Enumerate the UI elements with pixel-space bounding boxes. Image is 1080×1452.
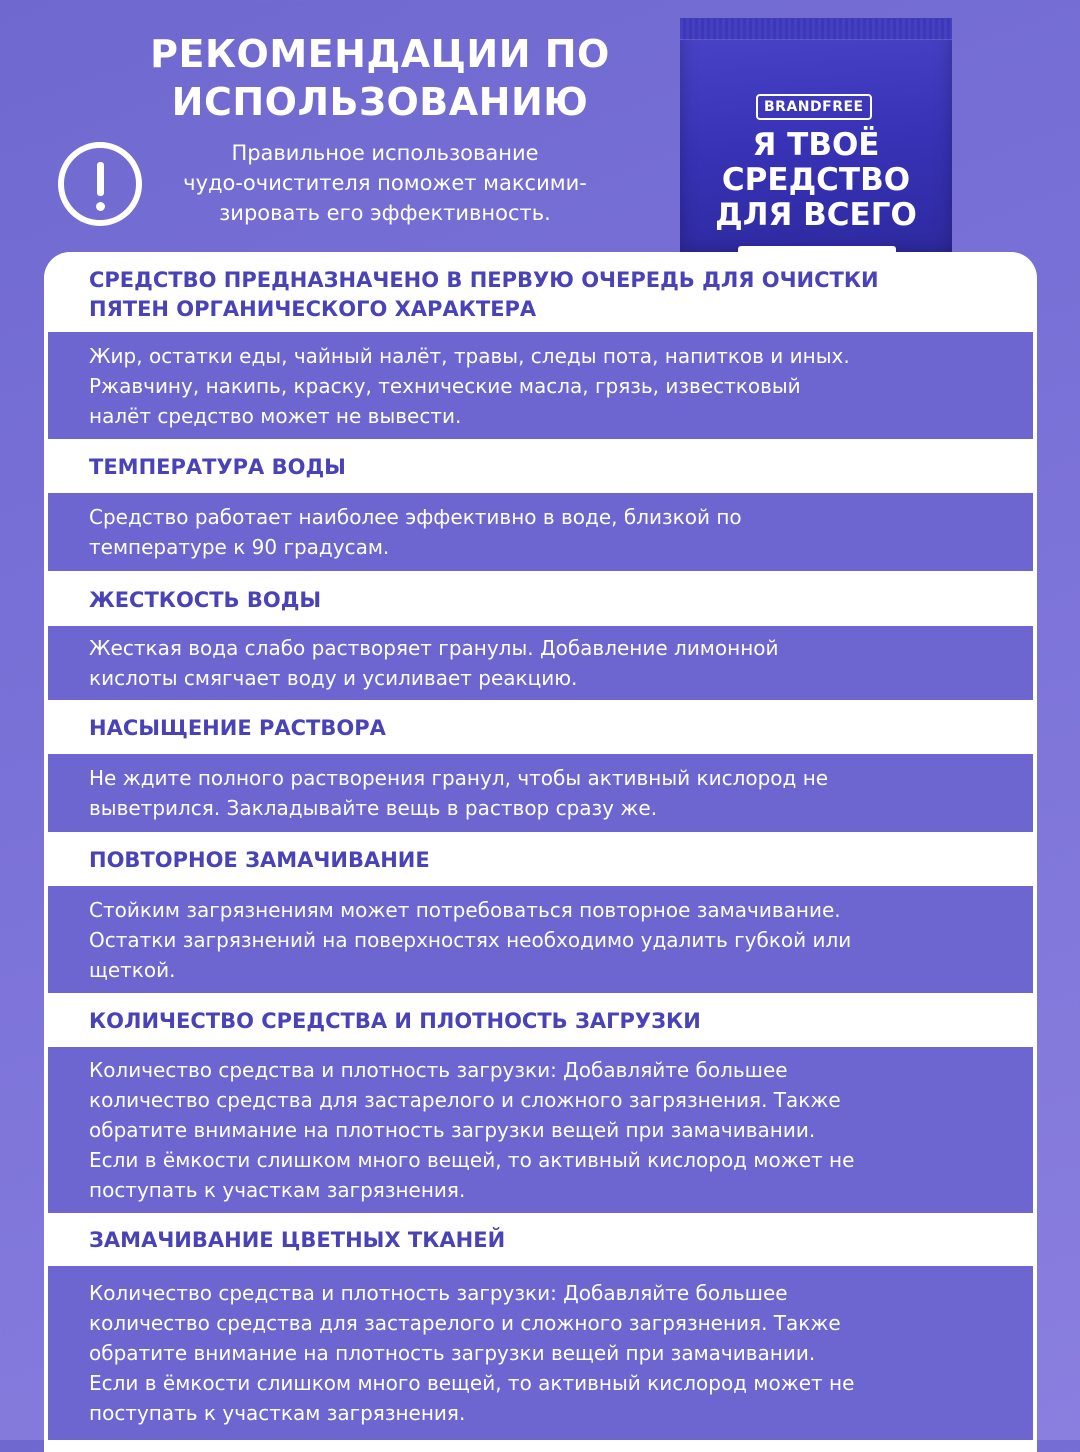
- section-title: [89, 266, 989, 324]
- section-title-line: ПОВТОРНОЕ ЗАМАЧИВАНИЕ: [89, 848, 430, 872]
- page-title-line: ИСПОЛЬЗОВАНИЮ: [171, 80, 589, 124]
- subtitle-line: Правильное использование: [231, 141, 539, 165]
- subtitle-line: чудо-очистителя поможет максими-: [183, 171, 587, 195]
- section-body: [48, 886, 1033, 993]
- section-title-line: ТЕМПЕРАТУРА ВОДЫ: [89, 455, 346, 479]
- section-body: [48, 626, 1033, 700]
- section-title-line: НАСЫЩЕНИЕ РАСТВОРА: [89, 716, 386, 740]
- product-package: [680, 18, 952, 252]
- section-title-line: ЗАМАЧИВАНИЕ ЦВЕТНЫХ ТКАНЕЙ: [89, 1228, 506, 1252]
- section-body-line: поступать к участкам загрязнения.: [89, 1401, 466, 1425]
- section-title-line: ПЯТЕН ОРГАНИЧЕСКОГО ХАРАКТЕРА: [89, 297, 537, 321]
- header: [0, 0, 1080, 252]
- section-body: [48, 1266, 1033, 1440]
- section-body-line: обратите внимание на плотность загрузки вещей при замачивании.: [89, 1118, 816, 1142]
- section-title-line: СРЕДСТВО ПРЕДНАЗНАЧЕНО В ПЕРВУЮ ОЧЕРЕДЬ ДЛЯ ОЧИСТКИ: [89, 268, 879, 292]
- section-body-line: Жесткая вода слабо растворяет гранулы. Добавление лимонной: [89, 636, 779, 660]
- exclamation-bar: [97, 162, 104, 196]
- section-body-line: Остатки загрязнений на поверхностях необходимо удалить губкой или: [89, 927, 852, 952]
- section-title: [89, 846, 989, 875]
- section-body-line: выветрился. Закладывайте вещь в раствор сразу же.: [89, 796, 658, 820]
- section-body-line: поступать к участкам загрязнения.: [89, 1178, 466, 1202]
- page-title: [120, 30, 640, 126]
- subtitle-line: зировать его эффективность.: [219, 201, 551, 225]
- section-title: [89, 1226, 989, 1255]
- package-slogan-line: Я ТВОЁ: [752, 127, 880, 163]
- section-title: [89, 586, 989, 615]
- section-body: [48, 1047, 1033, 1213]
- package-brand: BRANDFREE: [756, 94, 872, 120]
- recommendations-card: [44, 252, 1037, 1452]
- section-body-line: Ржавчину, накипь, краску, технические масла, грязь, известковый: [89, 373, 801, 398]
- section-body-line: количество средства для застарелого и сложного загрязнения. Также: [89, 1088, 841, 1112]
- section-body-line: Средство работает наиболее эффективно в воде, близкой по: [89, 505, 742, 529]
- section-body-line: Если в ёмкости слишком много вещей, то активный кислород может не: [89, 1148, 855, 1172]
- section-title: [89, 714, 989, 743]
- section-body-line: количество средства для застарелого и сложного загрязнения. Также: [89, 1311, 841, 1335]
- section-body-line: Не ждите полного растворения гранул, чтобы активный кислород не: [89, 766, 829, 790]
- package-seal: [680, 18, 952, 40]
- section-body-line: Количество средства и плотность загрузки: Добавляйте большее: [89, 1281, 788, 1305]
- exclamation-circle-icon: [58, 142, 142, 226]
- page-title-line: РЕКОМЕНДАЦИИ ПО: [150, 32, 610, 76]
- package-slogan-line: ДЛЯ ВСЕГО: [715, 197, 917, 233]
- section-body-line: Жир, остатки еды, чайный налёт, травы, следы пота, напитков и иных.: [89, 343, 850, 368]
- section-body-line: обратите внимание на плотность загрузки вещей при замачивании.: [89, 1341, 816, 1365]
- section-body-line: Стойким загрязнениям может потребоваться повторное замачивание.: [89, 897, 841, 922]
- section-title-line: КОЛИЧЕСТВО СРЕДСТВА И ПЛОТНОСТЬ ЗАГРУЗКИ: [89, 1009, 701, 1033]
- section-body-line: Если в ёмкости слишком много вещей, то активный кислород может не: [89, 1371, 855, 1395]
- section-title-line: ЖЕСТКОСТЬ ВОДЫ: [89, 588, 322, 612]
- section-body-line: температуре к 90 градусам.: [89, 535, 390, 559]
- package-slogan-line: СРЕДСТВО: [721, 162, 911, 198]
- section-title: [89, 1007, 989, 1036]
- package-slogan: [680, 128, 952, 233]
- section-body-line: Количество средства и плотность загрузки: Добавляйте большее: [89, 1058, 788, 1082]
- exclamation-dot: [96, 202, 105, 211]
- section-body: [48, 493, 1033, 571]
- section-body: [48, 754, 1033, 832]
- section-body-line: налёт средство может не вывести.: [89, 403, 462, 428]
- section-body-line: щеткой.: [89, 957, 176, 982]
- section-title: [89, 453, 989, 482]
- subtitle: [150, 138, 620, 228]
- section-body: [48, 332, 1033, 439]
- section-body-line: кислоты смягчает воду и усиливает реакцию.: [89, 666, 578, 690]
